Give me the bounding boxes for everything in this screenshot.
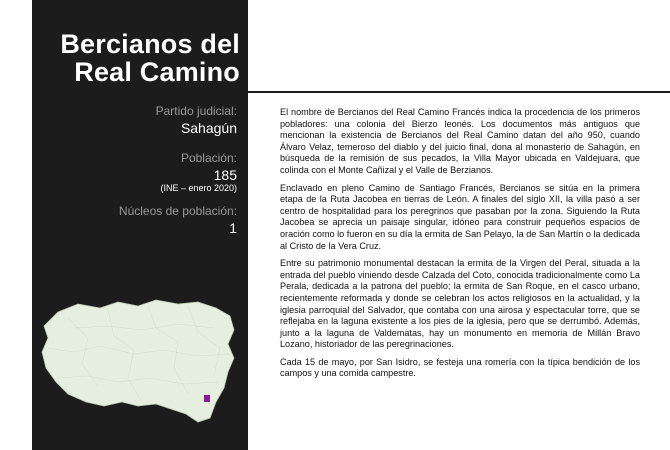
poblacion-value: 185 [213,167,237,183]
article-body [280,107,640,386]
nucleos-value: 1 [229,220,237,236]
paragraph-2: Enclavado en pleno Camino de Santiago Francés, Bercianos se sitúa en la primera etapa de la Ruta Jacobea en tierras de León. A finales del siglo XII, la villa pasó a ser centro de hospitalidad para los peregrinos que pasaban por la zona. Siguiendo la Ruta Jacobea se aprecia un paisaje singular, idóneo para construir pequeños espacios de oración como lo fueron en su día la ermita de San Pelayo, la de San Martín o la dedicada al Cristo de la Vera Cruz. [280,182,640,251]
partido-block [40,104,237,136]
paragraph-3: Entre su patrimonio monumental destacan la ermita de la Virgen del Peral, situada a la entrada del pueblo viniendo desde Calzada del Coto, conocida tradicionalmente como La Perala, dedicada a la patrona del pueblo; la ermita de San Roque, en el casco urbano, recientemente reformada y donde se celebran los actos religiosos en la actualidad, y la iglesia parroquial del Salvador, que contaba con una airosa y espectacular torre, que se reflejaba en la laguna existente a los pies de la iglesia, pero que se derrumbó. Además, junto a la laguna de Valdematas, hay un monumento en memoria de Millán Bravo Lozano, historiador de las peregrinaciones. [280,258,640,350]
poblacion-note: (INE – enero 2020) [160,183,237,193]
municipality-highlight [204,395,210,402]
partido-label: Partido judicial: [155,104,237,118]
province-shape [42,300,234,422]
partido-value: Sahagún [180,120,237,136]
header-rule [248,91,670,93]
paragraph-1: El nombre de Bercianos del Real Camino Francés indica la procedencia de los primeros pobladores: una colonia del Bierzo leonés. Los documentos más antiguos que mencionan la existencia de Bercianos del Real Camino datan del año 950, cuando Álvaro Velaz, temeroso del diablo y del juicio final, dona al monasterio de Sahagún, en búsqueda de la remisión de sus pecados, la Villa Mayor ubicada en Valdejuara, que colinda con el Monte Cañizal y el Valle de Berzianos. [280,107,640,175]
province-map-icon [38,298,242,426]
nucleos-block [40,204,237,236]
nucleos-label: Núcleos de población: [118,204,237,218]
page-title [32,30,240,86]
poblacion-label: Población: [180,151,237,165]
paragraph-4: Cada 15 de mayo, por San Isidro, se festeja una romería con la típica bendición de los campos y una comida campestre. [280,356,640,379]
title-line-1: Bercianos del [60,29,240,59]
title-line-2: Real Camino [74,57,240,87]
poblacion-block [40,151,237,194]
